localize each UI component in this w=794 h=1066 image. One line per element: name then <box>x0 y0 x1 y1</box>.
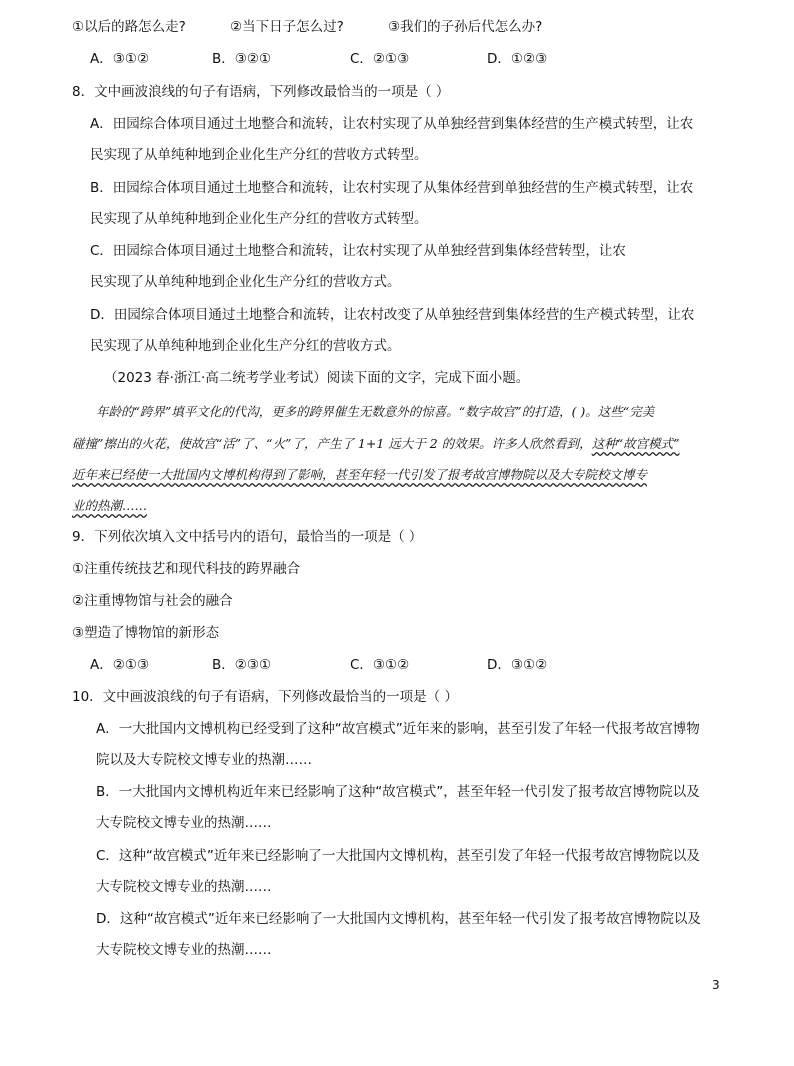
q7-option-b: B．③②① <box>212 51 272 67</box>
q7-item-3: ③我们的子孙后代怎么办? <box>388 19 543 35</box>
wavy-sentence-part-2: 近年来已经使一大批国内文博机构得到了影响，甚至年轻一代引发了报考故宫博物院以及大专院校文博专 <box>72 467 648 482</box>
passage-source: （2023 春·浙江·高二统考学业考试）阅读下面的文字，完成下面小题。 <box>104 370 530 386</box>
q8-option-a-line2: 民实现了从单纯种地到企业化生产分红的营收方式转型。 <box>90 147 428 163</box>
q7-item-1: ①以后的路怎么走? <box>72 19 186 35</box>
q9-option-c: C．③①② <box>350 657 410 673</box>
q10-option-c-line1: C．这种“故宫模式”近年来已经影响了一大批国内文博机构，甚至引发了年轻一代报考故宫博物院以及 <box>96 848 700 864</box>
q10-option-d-line2: 大专院校文博专业的热潮…… <box>96 942 272 958</box>
q8-option-b-line2: 民实现了从单纯种地到企业化生产分红的营收方式转型。 <box>90 211 428 227</box>
q9-item-1: ①注重传统技艺和现代科技的跨界融合 <box>72 561 301 577</box>
q10-option-d-line1: D．这种“故宫模式”近年来已经影响了一大批国内文博机构，甚至年轻一代引发了报考故宫博物院以及 <box>96 911 701 927</box>
q9-item-3: ③塑造了博物馆的新形态 <box>72 625 220 641</box>
q8-option-d-line2: 民实现了从单纯种地到企业化生产分红的营收方式。 <box>90 338 401 354</box>
q9-option-a: A．②①③ <box>90 657 150 673</box>
page-number: 3 <box>712 978 720 992</box>
passage-line-2-text: 碰撞”擦出的火花，使故宫“活”了、“火”了，产生了 1+1 远大于 2 的效果。许多人欣然看到， <box>72 436 592 451</box>
q8-option-b-line1: B．田园综合体项目通过土地整合和流转，让农村实现了从集体经营到单独经营的生产模式转型，让农 <box>90 180 694 196</box>
q7-option-d: D．①②③ <box>487 51 548 67</box>
q8-stem: 8．文中画波浪线的句子有语病，下列修改最恰当的一项是（ ） <box>72 84 450 100</box>
q7-option-a: A．③①② <box>90 51 150 67</box>
q8-option-c-line2: 民实现了从单纯种地到企业化生产分红的营收方式。 <box>90 274 401 290</box>
wavy-sentence-part-3: 业的热潮…… <box>72 498 148 513</box>
q9-item-2: ②注重博物馆与社会的融合 <box>72 593 233 609</box>
passage-line-1: 年龄的“跨界”填平文化的代沟，更多的跨界催生无数意外的惊喜。“数字故宫”的打造，( )。这些“完美 <box>96 404 655 419</box>
q10-option-a-line2: 院以及大专院校文博专业的热潮…… <box>96 752 312 768</box>
q10-option-b-line2: 大专院校文博专业的热潮…… <box>96 815 272 831</box>
q9-stem: 9．下列依次填入文中括号内的语句，最恰当的一项是（ ） <box>72 529 423 545</box>
wavy-sentence-part-1: 这种“故宫模式” <box>591 436 680 451</box>
q8-option-a-line1: A．田园综合体项目通过土地整合和流转，让农村实现了从单独经营到集体经营的生产模式转型，让农 <box>90 116 694 132</box>
q9-option-b: B．②③① <box>212 657 272 673</box>
q10-option-c-line2: 大专院校文博专业的热潮…… <box>96 879 272 895</box>
q8-option-c-line1: C．田园综合体项目通过土地整合和流转，让农村实现了从单独经营到集体经营转型，让农 <box>90 243 626 259</box>
q8-option-d-line1: D．田园综合体项目通过土地整合和流转，让农村改变了从单独经营到集体经营的生产模式转型，让农 <box>90 307 695 323</box>
q10-option-b-line1: B．一大批国内文博机构近年来已经影响了这种“故宫模式”，甚至年轻一代引发了报考故宫博物院以及 <box>96 784 700 800</box>
passage-line-2 <box>72 435 679 453</box>
q7-item-2: ②当下日子怎么过? <box>230 19 344 35</box>
q10-stem: 10．文中画波浪线的句子有语病，下列修改最恰当的一项是（ ） <box>72 689 458 705</box>
q7-option-c: C．②①③ <box>350 51 410 67</box>
q9-option-d: D．③①② <box>487 657 548 673</box>
q10-option-a-line1: A．一大批国内文博机构已经受到了这种“故宫模式”近年来的影响，甚至引发了年轻一代报考故宫博物 <box>96 721 700 737</box>
